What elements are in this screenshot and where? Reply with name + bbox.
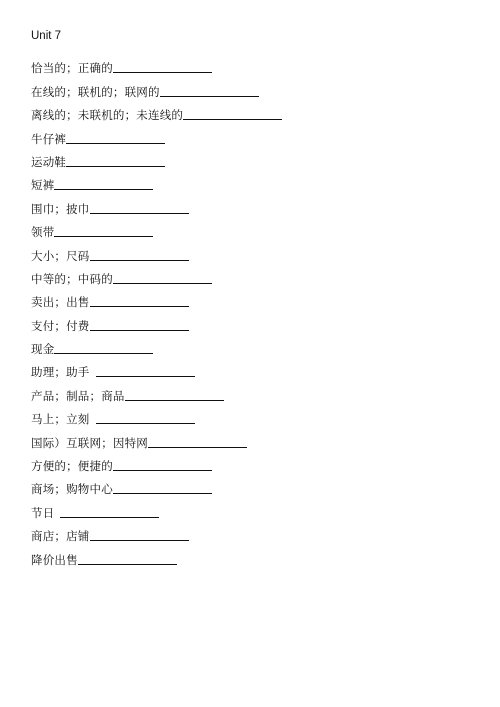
vocab-prompt: 现金 — [31, 342, 55, 357]
list-item — [31, 473, 282, 496]
vocab-prompt: 大小；尺码 — [31, 248, 90, 263]
vocab-prompt: 商店；店铺 — [31, 529, 90, 544]
list-item — [31, 75, 282, 98]
answer-blank-line — [54, 177, 153, 190]
vocab-prompt: 短裤 — [31, 178, 55, 193]
vocab-prompt: 运动鞋 — [31, 154, 67, 169]
list-item — [31, 52, 282, 75]
list-item — [31, 356, 282, 379]
answer-blank-line — [96, 411, 195, 424]
list-item — [31, 450, 282, 473]
list-item — [31, 169, 282, 192]
answer-blank-line — [113, 458, 212, 471]
vocab-prompt: 节日 — [31, 505, 55, 520]
answer-blank-line — [90, 294, 189, 307]
answer-blank-line — [66, 154, 165, 167]
list-item — [31, 263, 282, 286]
vocab-prompt: 支付；付费 — [31, 318, 90, 333]
answer-blank-line — [90, 248, 189, 261]
vocab-prompt: 中等的；中码的 — [31, 271, 113, 286]
answer-blank-line — [125, 388, 224, 401]
vocab-prompt: 卖出；出售 — [31, 295, 90, 310]
answer-blank-line — [183, 107, 282, 120]
list-item — [31, 286, 282, 309]
list-item — [31, 520, 282, 543]
answer-blank-line — [148, 435, 247, 448]
list-item — [31, 192, 282, 215]
answer-blank-line — [90, 318, 189, 331]
answer-blank-line — [113, 60, 212, 73]
vocab-prompt: 马上；立刻 — [31, 412, 90, 427]
list-item — [31, 146, 282, 169]
list-item — [31, 496, 282, 519]
answer-blank-line — [96, 364, 195, 377]
list-item — [31, 239, 282, 262]
answer-blank-line — [113, 271, 212, 284]
answer-blank-line — [60, 505, 159, 518]
vocab-prompt: 牛仔裤 — [31, 131, 67, 146]
vocab-prompt: 离线的；未联机的；未连线的 — [31, 108, 184, 123]
answer-blank-line — [54, 224, 153, 237]
page-title: Unit 7 — [31, 30, 62, 42]
list-item — [31, 333, 282, 356]
answer-blank-line — [90, 201, 189, 214]
answer-blank-line — [113, 481, 212, 494]
list-item — [31, 309, 282, 332]
vocab-prompt: 恰当的；正确的 — [31, 61, 113, 76]
vocab-prompt: 领带 — [31, 225, 55, 240]
answer-blank-line — [78, 552, 177, 565]
vocab-prompt: 产品；制品；商品 — [31, 388, 125, 403]
vocabulary-list — [31, 52, 282, 567]
vocab-prompt: 国际）互联网；因特网 — [31, 435, 148, 450]
vocab-prompt: 商场；购物中心 — [31, 482, 113, 497]
vocab-prompt: 助理；助手 — [31, 365, 90, 380]
vocab-prompt: 在线的；联机的；联网的 — [31, 84, 160, 99]
answer-blank-line — [66, 131, 165, 144]
answer-blank-line — [54, 341, 153, 354]
list-item — [31, 216, 282, 239]
answer-blank-line — [90, 528, 189, 541]
list-item — [31, 379, 282, 402]
vocab-prompt: 围巾；披巾 — [31, 201, 90, 216]
vocab-prompt: 降价出售 — [31, 552, 78, 567]
list-item — [31, 403, 282, 426]
list-item — [31, 99, 282, 122]
list-item — [31, 543, 282, 566]
answer-blank-line — [160, 84, 259, 97]
list-item — [31, 122, 282, 145]
list-item — [31, 426, 282, 449]
vocab-prompt: 方便的；便捷的 — [31, 459, 113, 474]
